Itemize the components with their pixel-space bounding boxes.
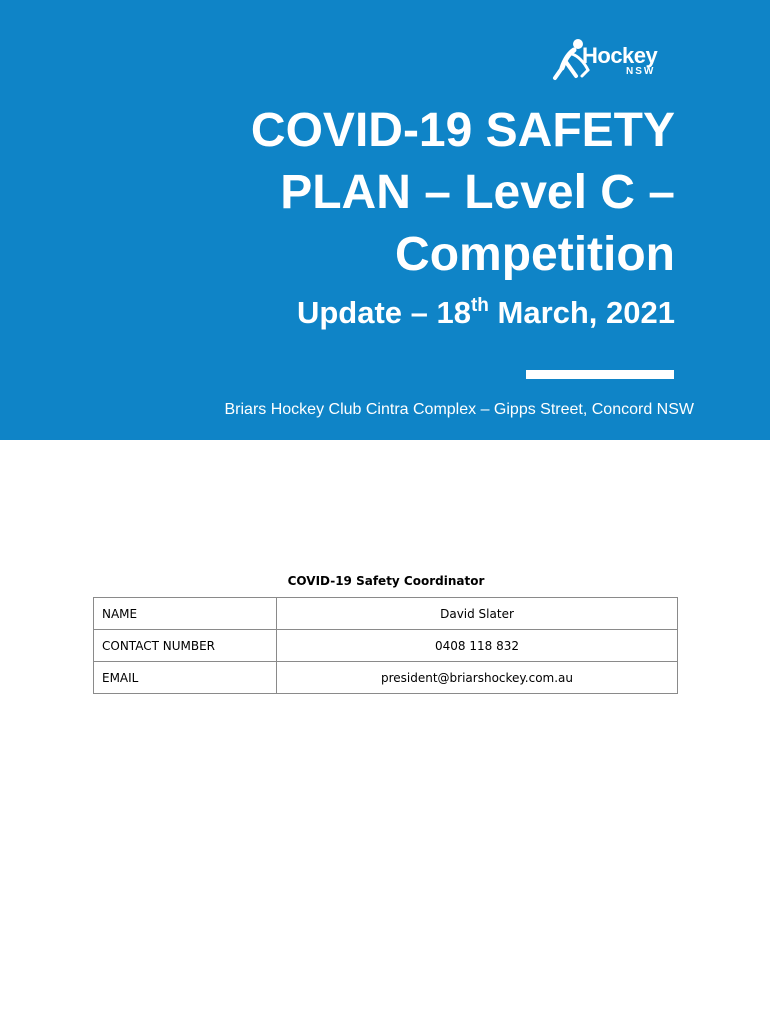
coordinator-heading: COVID-19 Safety Coordinator — [287, 574, 485, 588]
coordinator-table — [93, 597, 678, 694]
update-prefix: Update – 18 — [296, 295, 471, 330]
row-label: CONTACT NUMBER — [94, 630, 277, 662]
logo-subtext: NSW — [626, 66, 656, 77]
update-ordinal: th — [470, 295, 489, 316]
update-date — [115, 293, 675, 333]
hockey-nsw-logo — [552, 36, 676, 84]
row-label: NAME — [94, 598, 277, 630]
update-suffix: March, 2021 — [488, 295, 675, 330]
row-value: David Slater — [277, 598, 678, 630]
title-line-1: COVID-19 SAFETY — [250, 104, 675, 157]
row-value: 0408 118 832 — [277, 630, 678, 662]
divider-bar — [526, 370, 674, 379]
document-title — [115, 100, 675, 286]
row-value: president@briarshockey.com.au — [277, 662, 678, 694]
logo-wordmark: Hockey — [582, 43, 658, 68]
cover-banner — [0, 0, 770, 440]
table-row — [94, 630, 678, 662]
title-line-3: Competition — [395, 228, 675, 281]
venue-address: Briars Hockey Club Cintra Complex – Gipps Street, Concord NSW — [224, 401, 694, 418]
table-row — [94, 598, 678, 630]
table-row — [94, 662, 678, 694]
title-line-2: PLAN – Level C – — [280, 166, 675, 219]
row-label: EMAIL — [94, 662, 277, 694]
